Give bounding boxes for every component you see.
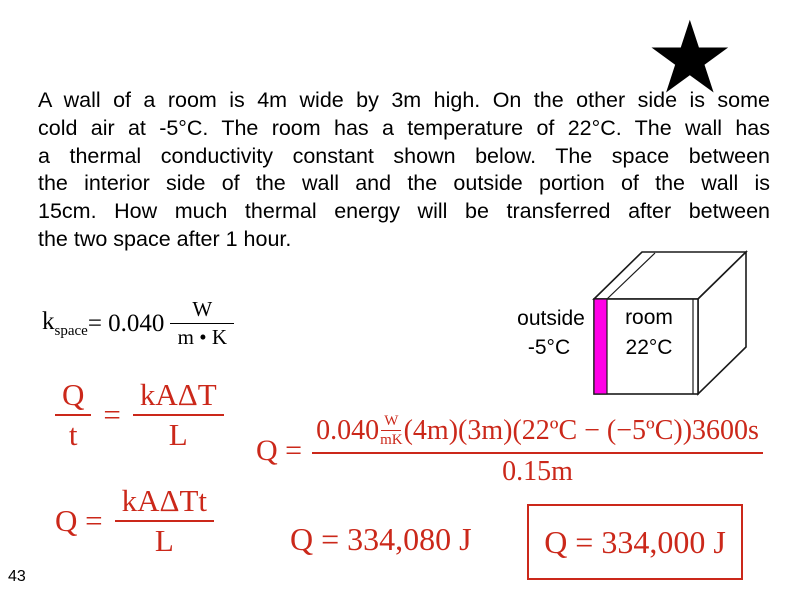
calc-fraction bbox=[312, 413, 763, 488]
star-icon: ★ bbox=[645, 2, 735, 114]
problem-text bbox=[38, 87, 770, 254]
heat-rhs-fraction bbox=[115, 483, 214, 559]
result-rounded: Q = 334,000 J bbox=[544, 523, 726, 560]
problem-line: the two space after 1 hour. bbox=[38, 226, 292, 251]
calc-unit-denominator: mK bbox=[380, 432, 403, 448]
problem-line: the interior side of the wall and the outside portion of the wall is bbox=[38, 171, 770, 196]
wall-space-strip bbox=[594, 299, 607, 394]
rate-formula bbox=[55, 377, 224, 453]
heat-rhs-numerator: kAΔTt bbox=[115, 483, 214, 522]
result-rounded-box bbox=[527, 504, 743, 580]
room-label: room bbox=[625, 306, 673, 329]
k-unit-fraction bbox=[170, 297, 234, 350]
thermal-conductivity-formula bbox=[42, 297, 234, 350]
page-number: 43 bbox=[8, 568, 26, 585]
rate-lhs-denominator: t bbox=[68, 417, 78, 452]
k-subscript: space bbox=[54, 322, 88, 339]
k-symbol: $k_{space}$ bbox=[42, 307, 88, 339]
rate-rhs-numerator: kAΔT bbox=[133, 377, 224, 416]
calc-unit-numerator: W bbox=[381, 413, 401, 431]
calculation-equation bbox=[256, 413, 763, 488]
rate-rhs-fraction bbox=[133, 377, 224, 453]
calc-coefficient: 0.040 bbox=[316, 415, 380, 446]
rate-lhs-numerator: Q bbox=[55, 377, 91, 416]
heat-rhs-denominator: L bbox=[154, 523, 174, 558]
k-value: = 0.040 bbox=[87, 309, 165, 337]
rate-rhs-denominator: L bbox=[168, 417, 188, 452]
calc-numerator bbox=[312, 413, 763, 454]
rate-lhs-fraction bbox=[55, 377, 91, 453]
problem-line: A wall of a room is 4m wide by 3m high. On the other side is some bbox=[38, 88, 770, 112]
k-unit-denominator: m • K bbox=[177, 325, 228, 349]
calc-unit-fraction bbox=[380, 413, 403, 449]
calc-denominator: 0.15m bbox=[502, 456, 573, 487]
problem-line: a thermal conductivity constant shown below. The space between bbox=[38, 143, 770, 168]
calc-factors: (4m)(3m)(22ºC − (−5ºC))3600s bbox=[403, 415, 759, 446]
heat-lhs: Q = bbox=[55, 503, 103, 538]
calc-lhs: Q = bbox=[256, 433, 303, 467]
problem-line: 15cm. How much thermal energy will be transferred after between bbox=[38, 199, 770, 224]
room-temp-label: 22°C bbox=[625, 336, 673, 359]
wall-diagram bbox=[505, 233, 800, 418]
k-unit-numerator: W bbox=[170, 297, 234, 324]
outside-label: outside bbox=[517, 307, 585, 330]
equals-sign: = bbox=[103, 397, 121, 432]
problem-line: cold air at -5°C. The room has a temperature of 22°C. The wall has bbox=[38, 115, 770, 140]
outside-temp-label: -5°C bbox=[527, 336, 571, 359]
heat-formula bbox=[55, 483, 214, 559]
result-raw: Q = 334,080 J bbox=[290, 521, 472, 557]
